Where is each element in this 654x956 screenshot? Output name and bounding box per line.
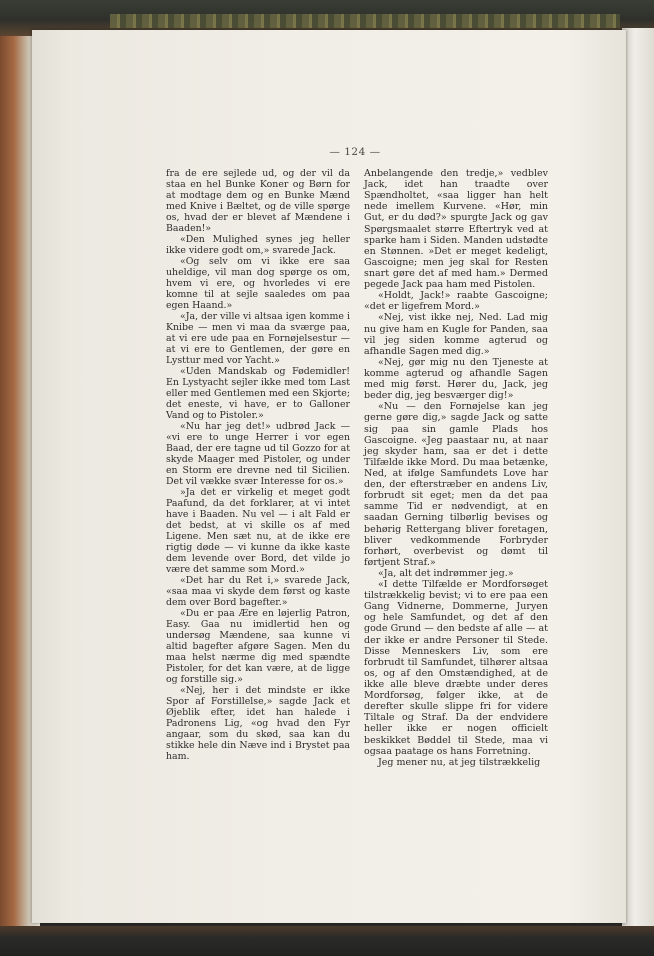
cover-decorative-band <box>110 14 620 28</box>
page-number: — 124 — <box>329 146 381 158</box>
paragraph: fra de ere sejlede ud, og der vil da staa en hel Bunke Koner og Børn for at modtage dem og en Bunke Mænd med Knive i Bæltet, og de ville spørge os, hvad der er blevet af Mændene i Baaden!» <box>166 168 350 234</box>
paragraph: »Ja det er virkelig et meget godt Paafund, da det forklarer, at vi intet have i Baaden. Nu vel — i alt Fald er det bedst, at vi skille os af med Ligene. Men sæt nu, at de ikke ere rigtig døde — vi kunne da ikke kaste dem levende over Bord, det vilde jo være det samme som Mord.» <box>166 487 350 575</box>
paragraph: «Holdt, Jack!» raabte Gascoigne; «det er ligefrem Mord.» <box>364 290 548 313</box>
right-text-column <box>364 168 548 768</box>
left-text-column <box>166 168 350 762</box>
paragraph: «Ja, alt det indrømmer jeg.» <box>378 567 514 579</box>
paragraph: «Nej, gør mig nu den Tjeneste at komme agterud og afhandle Sagen med mig først. Hører du, Jack, jeg beder dig, jeg besværger dig!» <box>364 356 548 402</box>
paragraph: «Du er paa Ære en løjerlig Patron, Easy. Gaa nu imidlertid hen og undersøg Mændene, saa kunne vi altid bagefter afgøre Sagen. Men du maa helst nærme dig med spændte Pistoler, for det kan være, at de ligge og forstille sig.» <box>166 608 350 685</box>
book-cover-bottom <box>0 926 654 956</box>
paragraph: «Nu — den Fornøjelse kan jeg gerne gøre dig,» sagde Jack og satte sig paa sin gamle Plads hos Gascoigne. «Jeg paastaar nu, at naar jeg skyder ham, saa er det i dette Tilfælde ikke Mord. Du maa betænke, Ned, at ifølge Samfundets Love har den, der efterstræber en andens Liv, forbrudt sit eget; men da det paa samme Tid er nødvendigt, at en saadan Gerning tilbørlig bevises og behørig Rettergang bliver foretagen, bliver vedkommende Forbryder forhørt, overbevist og dømt til førtjent Straf.» <box>364 401 548 568</box>
paragraph: «Uden Mandskab og Fødemidler! En Lystyacht sejler ikke med tom Last eller med Gentlemen med een Skjorte; det eneste, vi have, er to Galloner Vand og to Pistoler.» <box>166 366 350 421</box>
paragraph: Anbelangende den tredje,» vedblev Jack, idet han traadte over Spændholtet, «saa ligger han helt nede imellem Kurvene. «Hør, min Gut, er du død?» spurgte Jack og gav Spørgsmaalet større Eftertryk ved at sparke ham i Siden. Manden udstødte en Stønnen. »Det er meget kedeligt, Gascoigne; men jeg skal for Resten snart gøre det af med ham.» Dermed pegede Jack paa ham med Pistolen. <box>364 168 548 291</box>
paragraph: «Nej, her i det mindste er ikke Spor af Forstillelse,» sagde Jack et Øjeblik efter, idet han halede i Padronens Lig, «og hvad den Fyr angaar, som du skød, saa kan du stikke hele din Næve ind i Brystet paa ham. <box>166 685 350 762</box>
paragraph: «Nej, vist ikke nej, Ned. Lad mig nu give ham en Kugle for Panden, saa vil jeg siden komme agterud og afhandle Sagen med dig.» <box>364 312 548 357</box>
paragraph: «Den Mulighed synes jeg heller ikke videre godt om,» svarede Jack. <box>166 234 350 256</box>
paragraph: «I dette Tilfælde er Mordforsøget tilstrækkelig bevist; vi to ere paa een Gang Vidnerne, Dommerne, Juryen og hele Samfundet, og det af den gode Grund — den bedste af alle — at der ikke er andre Personer til Stede. Disse Menneskers Liv, som ere forbrudt til Samfundet, tilhører altsaa os, og af den Omstændighed, at de ikke alle bleve dræbte under deres Mordforsøg, følger ikke, at de derefter skulle slippe fri for videre Tiltale og Straf. Da der endvidere heller ikke er nogen officielt beskikket Bøddel til Stede, maa vi ogsaa paatage os hans Forretning. <box>364 579 548 757</box>
paragraph: «Ja, der ville vi altsaa igen komme i Knibe — men vi maa da sværge paa, at vi ere ude paa en Fornøjelsestur — at vi ere to Gentlemen, der gøre en Lysttur med vor Yacht.» <box>166 311 350 366</box>
paragraph: «Det har du Ret i,» svarede Jack, «saa maa vi skyde dem først og kaste dem over Bord bagefter.» <box>166 575 350 608</box>
next-page-edge <box>622 28 654 928</box>
paragraph: «Og selv om vi ikke ere saa uheldige, vil man dog spørge os om, hvem vi ere, og hvorledes vi ere komne til at sejle saaledes om paa egen Haand.» <box>166 256 350 311</box>
paragraph: «Nu har jeg det!» udbrød Jack — «vi ere to unge Herrer i vor egen Baad, der ere tagne ud til Gozzo for at skyde Maager med Pistoler, og under en Storm ere drevne ned til Sicilien. Det vil vække svær Interesse for os.» <box>166 421 350 487</box>
paragraph: Jeg mener nu, at jeg tilstrækkelig <box>378 756 541 768</box>
